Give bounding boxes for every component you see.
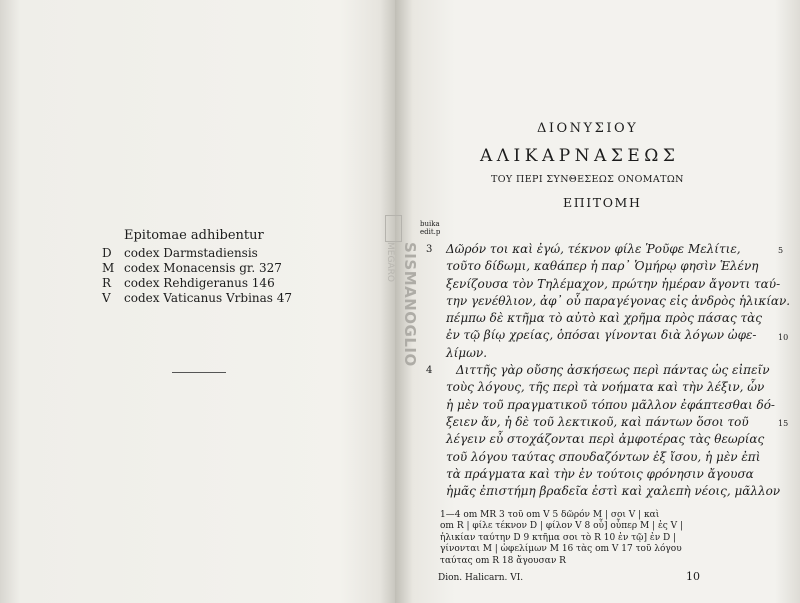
text-line: ξειεν ἄν, ἡ δὲ τοῦ λεκτικοῦ, καὶ πάντων ὅσοι τοῦ xyxy=(446,414,749,429)
apparatus-line: om R | φίλε τέκνον D | φίλον V 8 οὗ] οὗπερ M | ἐς V | xyxy=(440,521,684,532)
codex-row xyxy=(102,291,292,306)
margin-note xyxy=(420,220,440,236)
apparatus-line: ἡλικίαν ταύτην D 9 κτῆμα σοι τὸ R 10 ἐν τῷ] ἐν D | xyxy=(440,532,677,543)
codex-name: codex Monacensis gr. 327 xyxy=(124,261,282,275)
text-line: τοῦ λόγου ταύτας σπουδαζόντων ἐξ ἴσου, ἡ μὲν ἐπὶ xyxy=(446,449,761,464)
margin-note-line: edit.p xyxy=(420,228,441,236)
line-number: 15 xyxy=(778,419,789,428)
codex-name: codex Vaticanus Vrbinas 47 xyxy=(124,291,293,305)
paragraph-number: 4 xyxy=(426,365,433,376)
work-subtitle: ΤΟΥ ΠΕΡΙ ΣΥΝΘΕΣΕΩΣ ΟΝΟΜΑΤΩΝ xyxy=(491,174,684,185)
codex-row xyxy=(102,246,292,261)
codex-name: codex Darmstadiensis xyxy=(124,246,258,260)
codex-row xyxy=(102,276,292,291)
text-line: τοὺς λόγους, τῆς περὶ τὰ νοήματα καὶ τὴν λέξιν, ὧν xyxy=(446,380,765,395)
codex-siglum: M xyxy=(102,261,115,275)
codex-siglum: R xyxy=(102,276,112,290)
line-number: 5 xyxy=(778,246,784,255)
text-line: Δῶρόν τοι καὶ ἐγώ, τέκνον φίλε Ῥοῦφε Μελίτιε, xyxy=(446,242,741,256)
text-line: πέμπω δὲ κτῆμα τὸ αὐτὸ καὶ χρῆμα πρὸς πάσας τὰς xyxy=(446,311,762,326)
left-page xyxy=(0,0,395,603)
line-number: 10 xyxy=(778,333,789,342)
title-place: ΑΛΙΚΑΡΝΑΣΕΩΣ xyxy=(480,146,680,166)
codex-name: codex Rehdigeranus 146 xyxy=(124,276,275,290)
text-line: την γενέθλιον, ἀφ᾽ οὗ παραγέγονας εἰς ἀνδρὸς ἡλικίαν. xyxy=(446,293,791,308)
watermark-title: SISMANOGLIO xyxy=(401,242,419,367)
apparatus-line: ταύτας om R 18 ἄγουσαν R xyxy=(440,555,566,566)
library-watermark xyxy=(378,215,418,375)
watermark-logo-icon xyxy=(385,215,402,242)
epitomae-heading: Epitomae adhibentur xyxy=(124,228,264,243)
footer-sheet-number: 10 xyxy=(686,570,700,583)
text-line: ἡ μὲν τοῦ πραγματικοῦ τόπου μᾶλλον ἐφάπτεσθαι δό- xyxy=(446,397,775,412)
epitomae-list xyxy=(102,228,292,306)
text-line: τὰ πράγματα καὶ τὴν ἐν τούτοις φρόνησιν ἄγουσα xyxy=(446,466,754,481)
footer-signature: Dion. Halicarn. VI. xyxy=(438,573,524,583)
text-line: ἡμᾶς ἐπιστήμη βραδεῖα ἐστὶ καὶ χαλεπὴ νέοις, μᾶλλον xyxy=(446,484,781,499)
title-author: ΔΙΟΝΥΣΙΟΥ xyxy=(537,121,639,136)
critical-apparatus xyxy=(440,510,770,567)
apparatus-line: γίνονται M | ὠφελίμων M 16 τὰς om V 17 τοῦ λόγου xyxy=(440,544,682,555)
apparatus-line: 1—4 om MR 3 τοῦ om V 5 δῶρόν M | σοι V | καὶ xyxy=(440,510,660,520)
text-line: Διττῆς γὰρ οὔσης ἀσκήσεως περὶ πάντας ὡς εἰπεῖν xyxy=(456,363,770,378)
codex-row xyxy=(102,261,292,276)
text-line: τοῦτο δίδωμι, καθάπερ ἡ παρ᾽ Ὁμήρῳ φησὶν Ἑλένη xyxy=(446,259,759,274)
text-line: ξενίζουσα τὸν Τηλέμαχον, πρώτην ἡμέραν ἄγοντι ταύ- xyxy=(446,276,781,291)
margin-note-line: buika xyxy=(420,220,440,228)
epitome-heading: ΕΠΙΤΟΜΗ xyxy=(563,195,642,210)
watermark-subtitle: MEGARO xyxy=(385,242,395,282)
codex-siglum: V xyxy=(102,291,111,305)
text-line: ἐν τῷ βίῳ χρείας, ὁπόσαι γίνονται διὰ λόγων ὠφε- xyxy=(446,328,757,343)
codex-siglum: D xyxy=(102,246,112,260)
paragraph-number: 3 xyxy=(426,244,433,255)
text-line: λίμων. xyxy=(446,345,488,360)
text-line: λέγειν εὖ στοχάζονται περὶ ἀμφοτέρας τὰς θεωρίας xyxy=(446,432,765,447)
section-rule xyxy=(172,372,226,373)
